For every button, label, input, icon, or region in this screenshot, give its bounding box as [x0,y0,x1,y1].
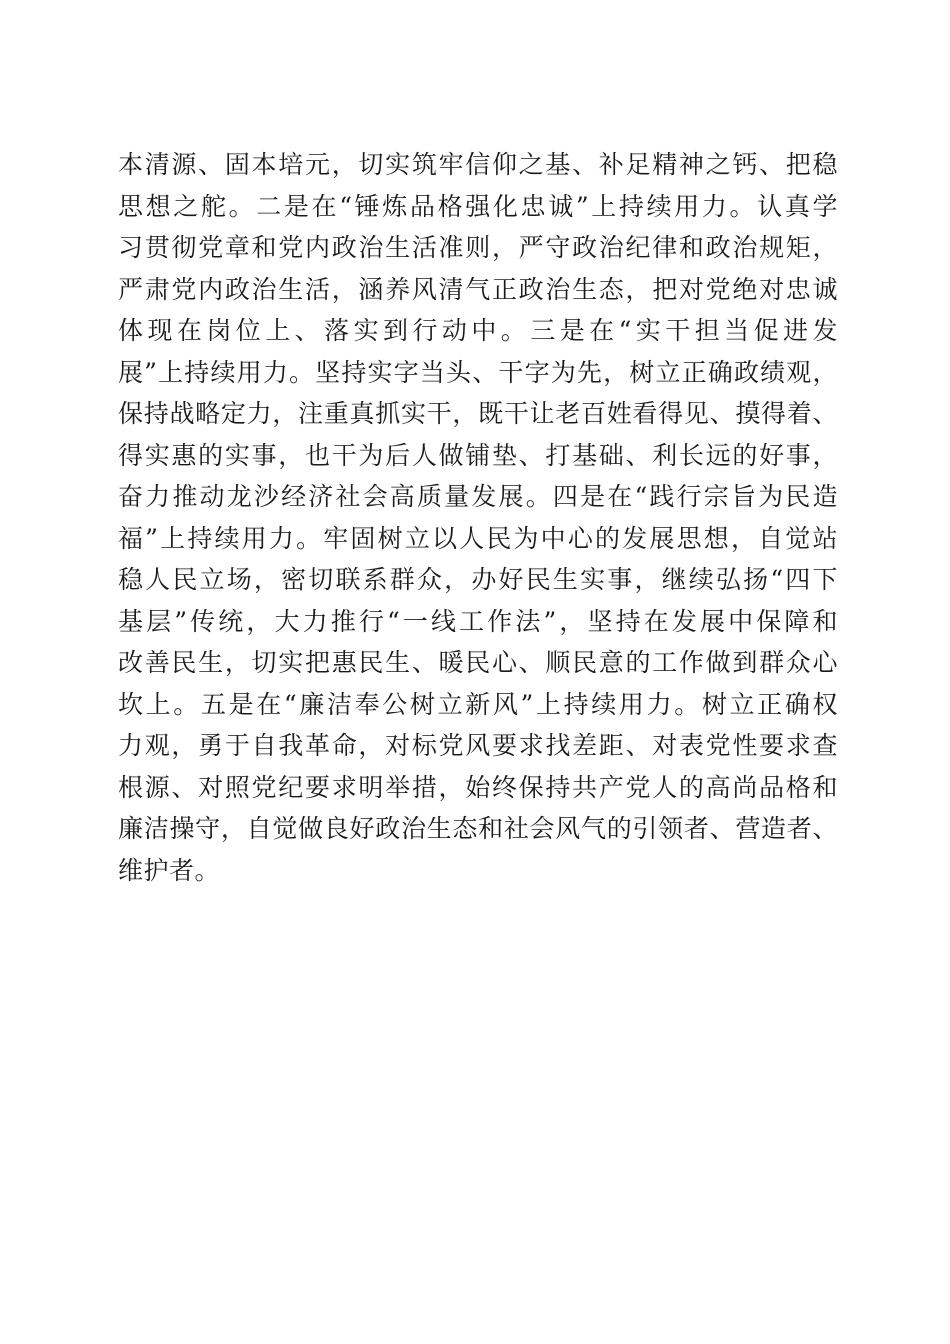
text-line: 基层”传统，大力推行“一线工作法”，坚持在发展中保障和 [118,606,838,636]
text-line: 稳人民立场，密切联系群众，办好民生实事，继续弘扬“四下 [118,565,838,594]
text-line: 力观，勇于自我革命，对标党风要求找差距、对表党性要求查 [118,731,838,760]
text-line: 严肃党内政治生活，涵养风清气正政治生态，把对党绝对忠诚 [118,274,838,304]
text-line: 体现在岗位上、落实到行动中。三是在“实干担当促进发 [118,316,838,345]
text-line: 展”上持续用力。坚持实字当头、干字为先，树立正确政绩观， [118,357,838,387]
text-line: 习贯彻党章和党内政治生活准则，严守政治纪律和政治规矩， [118,233,838,262]
text-line: 廉洁操守，自觉做良好政治生态和社会风气的引领者、营造者、 [118,814,838,843]
text-line: 改善民生，切实把惠民生、暖民心、顺民意的工作做到群众心 [118,648,838,677]
text-line: 根源、对照党纪要求明举措，始终保持共产党人的高尚品格和 [118,772,838,802]
text-line: 福”上持续用力。牢固树立以人民为中心的发展思想，自觉站 [118,523,838,553]
text-line: 坎上。五是在“廉洁奉公树立新风”上持续用力。树立正确权 [118,689,838,719]
text-line: 得实惠的实事，也干为后人做铺垫、打基础、利长远的好事， [118,440,838,470]
text-line: 保持战略定力，注重真抓实干，既干让老百姓看得见、摸得着、 [118,399,838,428]
text-line: 维护者。 [118,855,221,885]
text-line: 奋力推动龙沙经济社会高质量发展。四是在“践行宗旨为民造 [118,482,838,511]
text-line: 本清源、固本培元，切实筑牢信仰之基、补足精神之钙、把稳 [118,150,838,179]
body-paragraph [118,144,838,891]
text-line: 思想之舵。二是在“锤炼品格强化忠诚”上持续用力。认真学 [118,191,838,221]
